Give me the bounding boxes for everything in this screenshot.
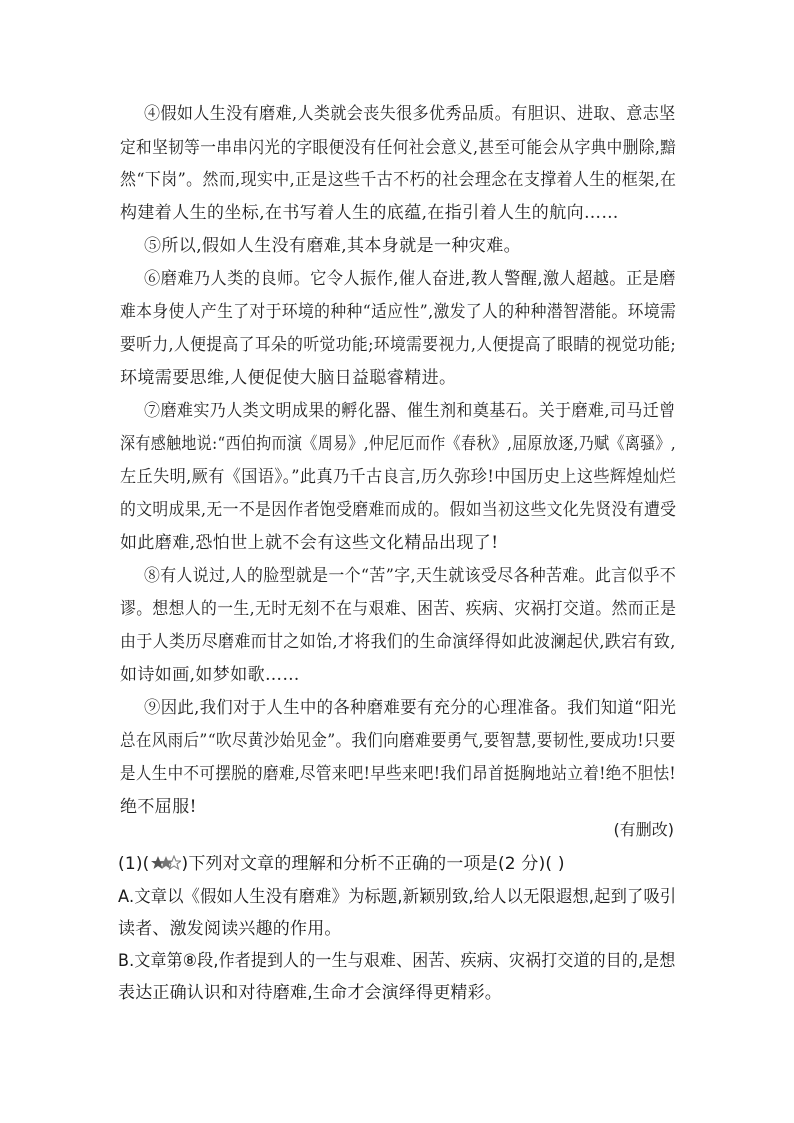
paragraph-9-line-4: 绝不屈服! bbox=[120, 797, 197, 817]
paragraph-4-line-2: 定和坚韧等一串串闪光的字眼便没有任何社会意义,甚至可能会从字典中删除,黯 bbox=[120, 138, 677, 158]
paragraph-9-line-2: 总在风雨后”“吹尽黄沙始见金”。我们向磨难要勇气,要智慧,要韧性,要成功!只要 bbox=[120, 731, 676, 751]
paragraph-8-line-2: 谬。想想人的一生,无时无刻不在与艰难、困苦、疾病、灾祸打交道。然而正是 bbox=[120, 599, 677, 619]
paragraph-7-line-5: 如此磨难,恐怕世上就不会有这些文化精品出现了! bbox=[120, 533, 499, 553]
paragraph-5-line-1: ⑤所以,假如人生没有磨难,其本身就是一种灾难。 bbox=[144, 236, 522, 256]
paragraph-8-line-1: ⑧有人说过,人的脸型就是一个“苦”字,天生就该受尽各种苦难。此言似乎不 bbox=[144, 566, 677, 586]
paragraph-7-line-1: ⑦磨难实乃人类文明成果的孵化器、催生剂和奠基石。关于磨难,司马迁曾 bbox=[144, 401, 676, 421]
paragraph-4-line-1: ④假如人生没有磨难,人类就会丧失很多优秀品质。有胆识、进取、意志坚 bbox=[144, 104, 676, 124]
option-a-line-1: A.文章以《假如人生没有磨难》为标题,新颖别致,给人以无限遐想,起到了吸引 bbox=[118, 887, 677, 907]
option-a-line-2: 读者、激发阅读兴趣的作用。 bbox=[118, 919, 342, 939]
paragraph-4-line-4: 构建着人生的坐标,在书写着人生的底蕴,在指引着人生的航向…… bbox=[120, 203, 619, 223]
paragraph-6-line-4: 环境需要思维,人便促使大脑日益聪睿精进。 bbox=[120, 368, 457, 388]
paragraph-6-line-2: 难本身使人产生了对于环境的种种“适应性”,激发了人的种种潜智潜能。环境需 bbox=[120, 302, 677, 322]
question-number: (1)( bbox=[118, 854, 150, 874]
paragraph-9-line-1: ⑨因此,我们对于人生中的各种磨难要有充分的心理准备。我们知道“阳光 bbox=[144, 698, 677, 718]
paragraph-8-line-4: 如诗如画,如梦如歌…… bbox=[120, 665, 300, 685]
paragraph-4-line-3: 然“下岗”。然而,现实中,正是这些千古不朽的社会理念在支撑着人生的框架,在 bbox=[120, 170, 677, 190]
paragraph-6-line-1: ⑥磨难乃人类的良师。它令人振作,催人奋进,教人警醒,激人超越。正是磨 bbox=[144, 269, 676, 289]
paragraph-6-line-3: 要听力,人便提高了耳朵的听觉功能;环境需要视力,人便提高了眼睛的视觉功能; bbox=[120, 335, 677, 355]
paragraph-7-line-3: 左丘失明,厥有《国语》。”此真乃千古良言,历久弥珍!中国历史上这些辉煌灿烂 bbox=[120, 467, 677, 487]
option-b-line-1: B.文章第⑧段,作者提到人的一生与艰难、困苦、疾病、灾祸打交道的目的,是想 bbox=[118, 951, 676, 971]
option-b-line-2: 表达正确认识和对待磨难,生命才会演绎得更精彩。 bbox=[118, 983, 503, 1003]
paragraph-9-line-3: 是人生中不可摆脱的磨难,尽管来吧!早些来吧!我们昂首挺胸地站立着!绝不胆怯! bbox=[120, 764, 676, 784]
paragraph-8-line-3: 由于人类历尽磨难而甘之如饴,才将我们的生命演绎得如此波澜起伏,跌宕有致, bbox=[120, 632, 676, 652]
paragraph-7-line-2: 深有感触地说:“西伯拘而演《周易》,仲尼厄而作《春秋》,屈原放逐,乃赋《离骚》, bbox=[120, 434, 677, 454]
question-text: )下列对文章的理解和分析不正确的一项是(2 分)( ) bbox=[181, 854, 565, 874]
question-stem bbox=[118, 854, 565, 874]
paragraph-7-line-4: 的文明成果,无一不是因作者饱受磨难而成的。假如当初这些文化先贤没有遭受 bbox=[120, 500, 677, 520]
difficulty-stars-icon bbox=[151, 855, 181, 871]
source-note: (有删改) bbox=[613, 820, 674, 839]
